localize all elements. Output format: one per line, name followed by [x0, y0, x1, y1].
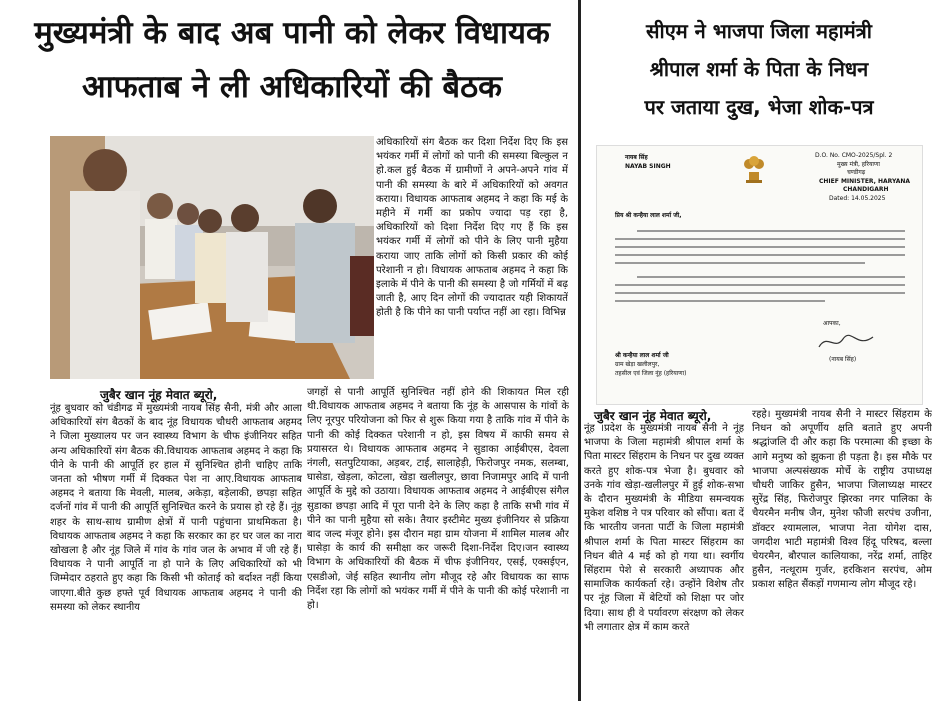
story1-byline: जुबैर खान नूंह मेवात ब्यूरो, — [100, 388, 218, 402]
letter-place-hi: चण्डीगढ़ — [847, 169, 866, 176]
letter-text-line — [615, 238, 905, 240]
left-headline — [12, 6, 572, 132]
meeting-photo-illustration — [50, 136, 374, 379]
story2-byline: जुबैर खान नूंह मेवात ब्यूरो, — [594, 409, 712, 423]
letter-text-line — [615, 254, 905, 256]
story1-col-top — [376, 136, 568, 384]
story2-col-left-text: नूंह ।प्रदेश के मुख्यमंत्री नायब सैनी ने नूंह भाजपा के जिला महामंत्री श्रीपाल शर्मा के पिता मास्टर सिंहराम के निधन पर दुख व्यक्त करते हुए शोक-पत्र भेजा है। बुधवार को उनके गांव खेड़ा-खलीलपुर में हुई शोक-सभा के दौरान मुख्यमंत्री के मीडिया समन्वयक मुकेश वशिष्ठ ने पत्र परिवार को सौंपा। बता दें कि भारतीय जनता पार्टी के जिला महामंत्री श्रीपाल शर्मा के पिता मास्टर सिंहराम का निधन बीते 4 मई को हो गया था। स्वर्गीय सिंहराम पेशे से सरकारी अध्यापक और सामाजिक कार्यकर्ता रहे। उन्होंने विशेष तौर पर नूंह जिला में बेटियों को शिक्षा पर जोर दिया। साथ ही वे पर्यावरण संरक्षण को लेकर भी लगातार क्षेत्र में काम करते — [584, 423, 744, 633]
story1-col-left-text: नूंह बुधवार को चंडीगढ में मुख्यमंत्री नायब सिंह सैनी, मंत्री और आला अधिकारियों संग बैठकों के बाद नूंह विधायक चौधरी आफताब अहमद ने जिला मुख्यालय पर जन स्वास्थ्य विभाग के चीफ इंजीनियर सहित अन्य अधिकारियों संग बैठक की.विधायक आफताब अहमद ने कहा कि पीने के पानी की आपूर्ति हर हाल में सुनिश्चित होनी चाहिए ताकि जनता को भीषण गर्मी में दिक्कत पेश ना आए.विधायक आफताब अहमद ने बताया कि मेवली, मालब, अकेड़ा, बड़ेलाकी, छपड़ा सहित दर्जनों गांव में पानी की आपूर्ति सुनिश्चित करने के प्रयास हो रहे हैं। नूंह शहर के साथ-साथ ग्रामीण क्षेत्रों में पानी पहुंचाना प्राथमिकता है। विधायक आफताब अहमद ने कहा कि सरकार का हर घर जल का नारा खोखला है और नूंह जिले में गांव के गांव जल के अभाव में जी रहे हैं। विधायक ने पानी आपूर्ति ना हो पाने के लिए अधिकारियों को भी जिम्मेदार ठहराते हुए कहा कि किसी भी कोताई को बर्दाश्त नहीं किया जाएगा.बीते कुछ हफ्ते पूर्व विधायक आफताब अहमद ने पानी की समस्या को लेकर स्थानीय — [50, 403, 302, 613]
story2-col-right — [752, 408, 932, 692]
letter-text-line — [615, 292, 905, 294]
letter-text-line — [637, 230, 905, 232]
letter-address-line1: ग्राम खेड़ा खलीलपुर, — [615, 361, 660, 368]
letter-text-line — [637, 276, 905, 278]
letter-text-line — [615, 246, 905, 248]
letter-address-line2: तहसील एवं जिला नूंह (हरियाणा) — [615, 370, 687, 377]
right-headline-line1: सीएम ने भाजपा जिला महामंत्री — [646, 19, 872, 43]
letter-text-line — [615, 262, 865, 264]
signature-mark — [817, 331, 877, 353]
story2-col-right-text: रहहे। मुख्यमंत्री नायब सैनी ने मास्टर सिंहराम के निधन को अपूर्णीय क्षति बताते हुए अपनी श्रद्धांजलि दी और कहा कि परमात्मा की इच्छा के आगे मनुष्य को झुकना ही पड़ता है। इस मौके पर भाजपा अल्पसंख्यक मोर्चे के राष्ट्रीय उपाध्यक्ष चौधरी जाकिर हुसैन, भाजपा जिलाध्यक्ष मास्टर सुरेंद्र सिंह, फिरोजपुर झिरका नगर पालिका के चैयरमैन मनीष जैन, मुनेश फौजी सरपंच उजीना, डॉक्टर श्यामलाल, भाजपा नेता योगेश दास, जगदीश भाटी महामंत्री विश्व हिंदू परिषद, बल्ला चेयरमैन, बौरपाल कालियाका, नरेंद्र शर्मा, ताहिर हुसैन, नत्थूराम गुर्जर, हरकिशन सरपंच, ओम प्रकाश सहित सैंकड़ों गणमान्य लोग मौजूद रहे। — [752, 409, 932, 591]
meeting-photo — [50, 136, 374, 379]
letter-sender-en: NAYAB SINGH — [625, 163, 671, 170]
letter-signer: (नायब सिंह) — [829, 356, 857, 363]
right-headline-line3: पर जताया दुख, भेजा शोक-पत्र — [644, 95, 874, 119]
condolence-letter — [596, 145, 923, 405]
story1-col-right — [307, 386, 569, 696]
letter-text-line — [615, 300, 825, 302]
column-divider — [578, 0, 581, 701]
letter-text-line — [615, 284, 905, 286]
story1-col-top-text: अधिकारियों संग बैठक कर दिशा निर्देश दिए कि इस भयंकर गर्मी में लोगों को पानी की समस्या बिल्कुल न हो.कल हुई बैठक में ग्रामीणों ने अपने-अपने गांव में पानी की समस्या के बारे में अधिकारियों को अवगत कराया। विधायक आफताब अहमद ने कहा कि मई के महीने में गर्मी का प्रकोप ज्यादा पड़ रहा है, अधिकारियों को दिशा निर्देश दिए गए हैं कि इस भयंकर गर्मी में लोगों को पीने के लिए पानी मुहैया कराया जाए ताकि लोगों को किसी प्रकार की कोई परेशानी न हो। विधायक आफताब अहमद ने कहा कि इलाके में पीने के पानी की समस्या है जो गर्मियों में बढ़ जाती है, आए दिन लोगों की ज्यादातर यही शिकायतें होती है कि पीने का पानी पर्याप्त नहीं आ रहा। विभिन्न — [376, 137, 568, 319]
letter-closing: आपका, — [823, 320, 841, 327]
left-headline-line1: मुख्यमंत्री के बाद अब पानी को लेकर विधायक — [34, 15, 550, 51]
letter-sender-hi: नायब सिंह — [625, 154, 648, 161]
letter-designation-hi: मुख्य मंत्री, हरियाणा — [837, 161, 880, 168]
letter-do-no: D.O. No. CMO-2025/Spl. 2 — [815, 152, 893, 159]
state-emblem-icon — [740, 152, 768, 186]
letter-salutation: प्रिय श्री कन्हैया लाल शर्मा जी, — [615, 212, 682, 219]
left-headline-line2: आफताब ने ली अधिकारियों की बैठक — [82, 69, 502, 105]
story1-col-right-text: जगहों से पानी आपूर्ति सुनिश्चित नहीं होने की शिकायत मिल रही थी.विधायक आफताब अहमद ने बताया कि नूंह के आसपास के गांवों के लिए नूरपुर परियोजना को फिर से शुरू किया गया है ताकि गांव में पीने के पानी की कोई दिक्कत परेशानी न हो, इस विषय में काफी समय से प्रयासरत थे। विधायक आफताब अहमद ने सुडाका आईबीएस, देवला नंगली, सतपुटियाका, अड़बर, टाई, सालाहेड़ी, फिरोजपुर नमक, सलम्बा, घासेडा, खेड़ला, कोटला, खेड़ा खलीलपुर, छावा निजामपुर आदि में पानी आपूर्ति के मुद्दे को उठाया। विधायक आफताब अहमद ने आईबीएस संगैल सुडाका छपड़ा आदि में पूरा पानी देने के लिए कहा है ताकि सभी गांव में पीने का पानी मुहैया सो सके। तैयार इस्टीमेट मुख्य इंजीनियर से प्रक्रिया बाद जल्द मंजूर होने। इस दौरान महा ग्राम योजना में शामिल मालब और घासेड़ा के कार्य की समीक्षा कर जरूरी दिशा-निर्देश दिए।जन स्वास्थ्य विभाग के अधिकारियों की बैठक में चीफ इंजीनियर, एसई, एक्सईएन, एसडीओ, जेई सहित स्थानीय लोग मौजूद रहे और विधायक का साफ निर्देश रहा कि लोगों को भयंकर गर्मी में पीने के पानी की कोई परेशानी ना हो। — [307, 387, 569, 612]
right-headline-line2: श्रीपाल शर्मा के पिता के निधन — [649, 57, 869, 81]
letter-designation-en: CHIEF MINISTER, HARYANA — [819, 178, 911, 185]
letter-addressee: श्री कन्हैया लाल शर्मा जी — [615, 352, 669, 359]
story1-col-left — [50, 402, 302, 696]
right-headline — [584, 12, 934, 126]
letter-date: Dated: 14.05.2025 — [829, 195, 886, 202]
story2-col-left — [584, 422, 744, 694]
letter-place-en: CHANDIGARH — [843, 186, 889, 193]
